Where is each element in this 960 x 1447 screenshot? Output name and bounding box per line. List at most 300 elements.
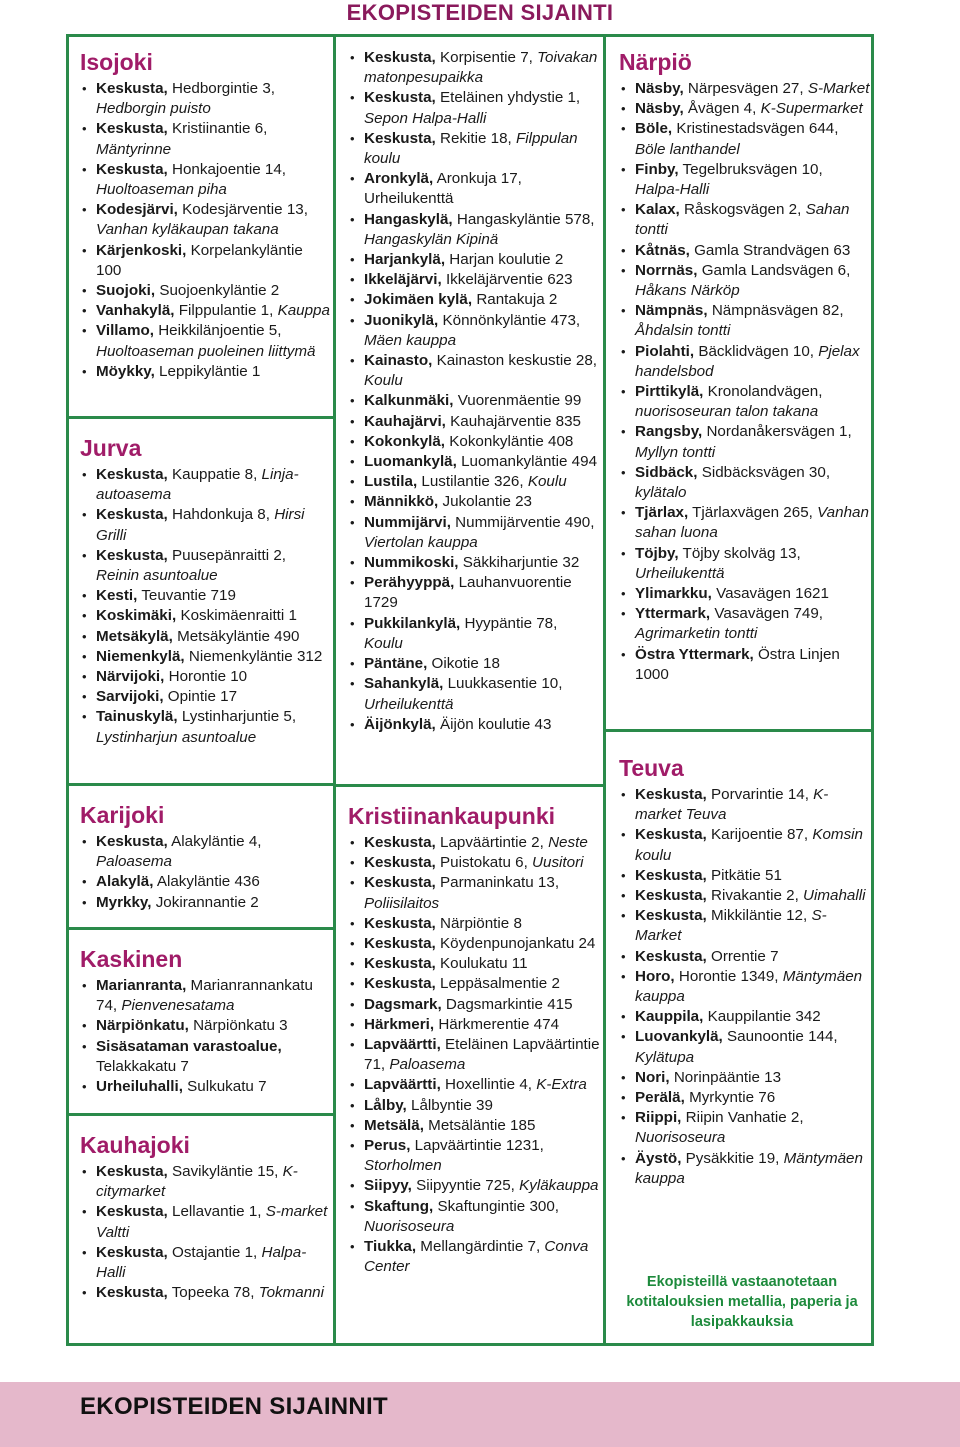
location-landmark: Urheilukenttä xyxy=(635,564,725,582)
location-item xyxy=(348,934,600,954)
location-landmark: Halpa-Halli xyxy=(96,1243,307,1282)
location-place: Kauppila, xyxy=(635,1008,704,1026)
location-place: Lapväärtti, xyxy=(364,1076,441,1094)
location-item xyxy=(619,584,871,604)
location-address: Kauppatie 8, xyxy=(172,466,258,483)
location-landmark: Vanhan sahan luona xyxy=(635,504,869,542)
location-address: Puusepänraitti 2, xyxy=(172,546,286,564)
location-landmark: Åhdalsin tontti xyxy=(635,322,731,340)
location-landmark: Kyläkauppa xyxy=(519,1177,599,1195)
location-place: Keskusta, xyxy=(635,866,707,884)
location-address: Kainaston keskustie 28, xyxy=(436,352,598,370)
location-item xyxy=(619,79,871,99)
location-item xyxy=(348,1096,600,1116)
section-heading: Kristiinankaupunki xyxy=(348,803,556,829)
location-place: Keskusta, xyxy=(96,833,168,850)
location-place: Luomankylä, xyxy=(364,453,457,471)
location-item xyxy=(619,1149,871,1189)
location-place: Härkmeri, xyxy=(364,1015,435,1033)
location-item xyxy=(619,463,871,503)
location-landmark: Agrimarketin tontti xyxy=(635,625,758,643)
location-landmark: Huoltoaseman piha xyxy=(96,181,227,199)
location-place: Nämpnäs, xyxy=(635,302,708,320)
location-address: Lauhanvuorentie 1729 xyxy=(364,574,572,612)
location-place: Keskusta, xyxy=(635,826,707,844)
location-address: Honkajoentie 14, xyxy=(172,160,286,178)
location-landmark: Viertolan kauppa xyxy=(364,533,478,551)
location-address: Gamla Strandvägen 63 xyxy=(694,241,851,259)
location-place: Nori, xyxy=(635,1068,670,1086)
location-landmark: Mäntymäen kauppa xyxy=(635,967,863,1006)
location-landmark: Håkans Närköp xyxy=(635,282,740,300)
location-address: Rivakantie 2, xyxy=(711,887,799,905)
location-address: Leppikyläntie 1 xyxy=(159,362,261,380)
location-landmark: Kauppa xyxy=(277,302,330,320)
location-address: Heikkilänjoentie 5, xyxy=(158,322,282,340)
location-address: Åvägen 4, xyxy=(687,100,757,118)
location-landmark: Filppulan koulu xyxy=(364,129,578,168)
location-item xyxy=(619,119,871,159)
section-heading: Jurva xyxy=(80,435,142,461)
location-address: Hyypäntie 78, xyxy=(464,614,558,632)
location-place: Keskusta, xyxy=(364,129,436,147)
location-place: Keskusta, xyxy=(364,874,436,892)
location-landmark: K-market Teuva xyxy=(635,786,829,824)
section-divider xyxy=(603,729,874,732)
location-address: Lellavantie 1, xyxy=(172,1203,262,1221)
location-address: Nummijärventie 490, xyxy=(455,513,595,531)
location-item xyxy=(80,79,332,119)
location-landmark: Sahan tontti xyxy=(635,201,850,239)
location-place: Metsälä, xyxy=(364,1116,424,1134)
location-address: Kodesjärventie 13, xyxy=(182,201,308,219)
location-place: Ikkeläjärvi, xyxy=(364,271,442,289)
location-address: Rekitie 18, xyxy=(440,129,512,147)
location-place: Keskusta, xyxy=(364,854,436,872)
section-jurva xyxy=(80,434,332,748)
section-narpio xyxy=(619,48,871,685)
location-place: Riippi, xyxy=(635,1109,682,1127)
location-place: Keskusta, xyxy=(96,1284,168,1302)
location-address: Karijoentie 87, xyxy=(711,826,809,844)
collection-note: Ekopisteillä vastaanotetaan kotitalouksien metallia, paperia ja lasipakkauksia xyxy=(626,1274,858,1330)
location-address: Tegelbruksvägen 10, xyxy=(682,160,823,178)
location-item xyxy=(348,1237,600,1277)
location-item xyxy=(348,351,600,391)
location-landmark: Hirsi Grilli xyxy=(96,506,305,544)
location-item xyxy=(348,1075,600,1095)
location-list xyxy=(80,79,332,382)
location-address: Närpesvägen 27, xyxy=(687,80,804,97)
location-address: Luukkasentie 10, xyxy=(447,675,563,693)
location-address: Östra Linjen 1000 xyxy=(635,645,840,683)
location-item xyxy=(348,129,600,169)
location-item xyxy=(348,715,600,735)
location-address: Leppäsalmentie 2 xyxy=(440,975,560,993)
location-item xyxy=(80,586,332,606)
location-address: Köydenpunojankatu 24 xyxy=(440,935,596,953)
location-landmark: Hedborgin puisto xyxy=(96,100,211,118)
location-item xyxy=(80,546,332,586)
location-address: Topeeka 78, xyxy=(171,1284,255,1302)
location-address: Porvarintie 14, xyxy=(711,786,809,803)
location-item xyxy=(619,301,871,341)
location-landmark: Nuorisoseura xyxy=(635,1129,726,1147)
location-address: Sidbäcksvägen 30, xyxy=(701,463,831,481)
location-place: Marianranta, xyxy=(96,977,187,994)
location-place: Pukkilankylä, xyxy=(364,614,461,632)
location-item xyxy=(348,88,600,128)
location-address: Mikkiläntie 12, xyxy=(711,907,808,925)
location-item xyxy=(80,321,332,361)
location-landmark: Koulu xyxy=(527,473,567,491)
location-place: Keskusta, xyxy=(364,935,436,953)
location-place: Keskusta, xyxy=(96,1163,168,1180)
location-item xyxy=(80,362,332,382)
location-place: Ylimarkku, xyxy=(635,585,712,603)
location-address: Filppulantie 1, xyxy=(178,302,274,320)
location-item xyxy=(619,160,871,200)
location-item xyxy=(619,99,871,119)
location-item xyxy=(348,412,600,432)
location-place: Urheiluhalli, xyxy=(96,1078,183,1096)
location-place: Skaftung, xyxy=(364,1197,434,1215)
location-address: Riipin Vanhatie 2, xyxy=(685,1109,804,1127)
location-item xyxy=(619,604,871,644)
location-place: Perus, xyxy=(364,1137,411,1155)
location-item xyxy=(348,250,600,270)
location-item xyxy=(619,422,871,462)
location-address: Kronolandvägen, xyxy=(707,383,823,401)
location-item xyxy=(348,169,600,209)
location-item xyxy=(619,544,871,584)
location-item xyxy=(348,914,600,934)
location-place: Jokimäen kylä, xyxy=(364,291,473,309)
location-place: Keskusta, xyxy=(635,786,707,803)
location-address: Pysäkkitie 19, xyxy=(685,1149,780,1167)
location-item xyxy=(619,886,871,906)
location-item xyxy=(348,472,600,492)
location-place: Myrkky, xyxy=(96,893,152,911)
location-place: Keskusta, xyxy=(364,49,436,66)
location-address: Pitkätie 51 xyxy=(711,866,782,884)
location-place: Horo, xyxy=(635,967,675,985)
location-item xyxy=(619,200,871,240)
section-divider xyxy=(66,783,336,786)
location-landmark: S-Market xyxy=(807,80,870,97)
location-address: Lapväärtintie 1231, xyxy=(414,1137,544,1155)
location-item xyxy=(80,1202,332,1242)
location-item xyxy=(80,1037,332,1077)
location-item xyxy=(619,645,871,685)
location-item xyxy=(348,833,600,853)
location-landmark: Storholmen xyxy=(364,1157,442,1175)
location-place: Närpiönkatu, xyxy=(96,1017,189,1035)
location-address: Telakkakatu 7 xyxy=(96,1057,189,1075)
location-address: Savikyläntie 15, xyxy=(172,1163,279,1180)
location-item xyxy=(80,606,332,626)
location-landmark: Poliisilaitos xyxy=(364,894,440,912)
location-address: Härkmerentie 474 xyxy=(438,1015,560,1033)
location-address: Lustilantie 326, xyxy=(421,473,524,491)
location-address: Koulukatu 11 xyxy=(440,955,528,973)
location-landmark: Komsin koulu xyxy=(635,826,863,864)
location-landmark: kylätalo xyxy=(635,484,687,502)
location-item xyxy=(619,866,871,886)
location-place: Päntäne, xyxy=(364,655,428,673)
location-landmark: Reinin asuntoalue xyxy=(96,567,218,585)
location-place: Keskusta, xyxy=(635,907,707,925)
location-item xyxy=(619,785,871,825)
location-address: Kauppilantie 342 xyxy=(707,1008,821,1026)
location-address: Parmaninkatu 13, xyxy=(440,874,560,892)
location-address: Alakyläntie 4, xyxy=(171,833,262,850)
section-isojoki xyxy=(80,48,332,382)
location-list xyxy=(348,833,600,1277)
location-item xyxy=(619,1108,871,1148)
location-address: Hoxellintie 4, xyxy=(445,1076,532,1094)
location-landmark: Sepon Halpa-Halli xyxy=(364,109,487,127)
location-item xyxy=(619,967,871,1007)
location-address: Hangaskyläntie 578, xyxy=(456,210,595,228)
location-item xyxy=(348,974,600,994)
location-list xyxy=(619,79,871,685)
section-heading: Närpiö xyxy=(619,49,692,75)
location-place: Aronkylä, xyxy=(364,170,434,188)
location-place: Yttermark, xyxy=(635,605,711,623)
location-address: Norinpääntie 13 xyxy=(673,1068,782,1086)
location-address: Könnönkyläntie 473, xyxy=(442,311,581,329)
location-landmark: Uimahalli xyxy=(803,887,866,905)
location-place: Norrnäs, xyxy=(635,261,698,279)
location-landmark: K-citymarket xyxy=(96,1163,298,1201)
location-address: Tjärlaxvägen 265, xyxy=(692,504,813,522)
location-place: Finby, xyxy=(635,160,679,178)
location-landmark: Conva Center xyxy=(364,1238,589,1276)
location-address: Vasavägen 1621 xyxy=(716,585,829,603)
location-address: Jokirannantie 2 xyxy=(155,893,259,911)
location-place: Kärjenkoski, xyxy=(96,241,187,259)
location-landmark: K-Supermarket xyxy=(760,100,863,118)
location-item xyxy=(619,1068,871,1088)
location-place: Rangsby, xyxy=(635,423,703,441)
location-place: Keskusta, xyxy=(96,160,168,178)
location-address: Rantakuja 2 xyxy=(476,291,558,309)
location-place: Tiukka, xyxy=(364,1238,417,1256)
section-divider xyxy=(66,927,336,930)
location-item xyxy=(619,1088,871,1108)
location-landmark: Myllyn tontti xyxy=(635,443,716,461)
location-place: Äijönkylä, xyxy=(364,715,436,733)
location-item xyxy=(348,873,600,913)
location-item xyxy=(348,270,600,290)
location-item xyxy=(619,342,871,382)
location-landmark: Halpa-Halli xyxy=(635,181,710,199)
section-heading: Karijoki xyxy=(80,802,165,828)
location-place: Möykky, xyxy=(96,362,155,380)
location-address: Korpelankyläntie 100 xyxy=(96,241,303,279)
section-karijoki xyxy=(80,801,332,913)
location-address: Gamla Landsvägen 6, xyxy=(701,261,851,279)
location-address: Niemenkyläntie 312 xyxy=(188,647,323,665)
location-item xyxy=(80,1243,332,1283)
location-item xyxy=(80,505,332,545)
location-address: Jukolantie 23 xyxy=(442,493,533,511)
location-address: Närpiönkatu 3 xyxy=(193,1017,288,1035)
location-address: Sulkukatu 7 xyxy=(187,1078,267,1096)
location-place: Lapväärtti, xyxy=(364,1036,441,1054)
location-place: Harjankylä, xyxy=(364,251,446,269)
location-item xyxy=(80,687,332,707)
location-place: Keskusta, xyxy=(364,975,436,993)
location-address: Kristinestadsvägen 644, xyxy=(676,120,839,138)
location-item xyxy=(80,707,332,747)
location-address: Råskogsvägen 2, xyxy=(683,201,802,219)
location-place: Töjby, xyxy=(635,544,679,562)
location-address: Horontie 10 xyxy=(168,668,248,686)
location-place: Niemenkylä, xyxy=(96,647,185,665)
section-divider xyxy=(333,784,606,787)
section-heading: Kaskinen xyxy=(80,946,183,972)
location-place: Tjärlax, xyxy=(635,504,689,522)
location-place: Lålby, xyxy=(364,1096,407,1114)
location-place: Keskusta, xyxy=(96,466,168,483)
location-item xyxy=(348,995,600,1015)
location-address: Orrentie 7 xyxy=(711,947,779,965)
section-kristiinankaupunki xyxy=(348,802,600,1277)
location-address: Ostajantie 1, xyxy=(172,1243,258,1261)
location-landmark: Tokmanni xyxy=(258,1284,325,1302)
section-divider xyxy=(66,1113,336,1116)
location-place: Östra Yttermark, xyxy=(635,645,754,663)
section-teuva xyxy=(619,754,871,1189)
location-place: Kainasto, xyxy=(364,352,433,370)
location-place: Keskusta, xyxy=(96,1203,168,1221)
location-landmark: Uusitori xyxy=(532,854,584,872)
location-place: Näsby, xyxy=(635,80,684,97)
location-place: Vanhakylä, xyxy=(96,302,175,320)
location-item xyxy=(619,261,871,301)
location-item xyxy=(348,1015,600,1035)
section-kauhajoki xyxy=(80,1131,332,1303)
location-item xyxy=(619,503,871,543)
location-place: Männikkö, xyxy=(364,493,439,511)
location-place: Nummikoski, xyxy=(364,554,459,572)
location-item xyxy=(80,119,332,159)
location-item xyxy=(348,954,600,974)
location-address: Myrkyntie 76 xyxy=(689,1089,776,1107)
location-address: Dagsmarkintie 415 xyxy=(445,995,573,1013)
location-item xyxy=(80,160,332,200)
location-place: Piolahti, xyxy=(635,342,695,360)
location-landmark: Mäntyrinne xyxy=(96,140,172,158)
location-address: Horontie 1349, xyxy=(678,967,779,985)
location-item xyxy=(619,947,871,967)
location-address: Äijön koulutie 43 xyxy=(439,715,552,733)
location-landmark: Linja-autoasema xyxy=(96,466,299,504)
location-place: Närvijoki, xyxy=(96,668,165,686)
location-place: Sisäsataman varastoalue, xyxy=(96,1037,282,1055)
location-place: Villamo, xyxy=(96,322,154,340)
location-landmark: Huoltoaseman puoleinen liittymä xyxy=(96,342,316,360)
location-item xyxy=(80,200,332,240)
location-item xyxy=(619,382,871,422)
location-landmark: Mäen kauppa xyxy=(364,331,457,349)
location-address: Hedborgintie 3, xyxy=(172,80,276,97)
location-place: Tainuskylä, xyxy=(96,708,178,726)
location-place: Keskusta, xyxy=(96,1243,168,1261)
location-place: Kalax, xyxy=(635,201,680,219)
location-item xyxy=(80,281,332,301)
location-landmark: S-market Valtti xyxy=(96,1203,328,1241)
location-address: Harjan koulutie 2 xyxy=(449,251,564,269)
location-list xyxy=(80,465,332,748)
location-item xyxy=(80,301,332,321)
location-address: Opintie 17 xyxy=(167,688,238,706)
location-item xyxy=(348,48,600,88)
location-address: Aronkuja 17, Urheilukenttä xyxy=(364,170,522,208)
location-item xyxy=(80,872,332,892)
location-place: Keskusta, xyxy=(364,914,436,932)
location-address: Kristiinantie 6, xyxy=(172,120,268,138)
location-place: Dagsmark, xyxy=(364,995,442,1013)
page-title: EKOPISTEIDEN SIJAINTI xyxy=(346,0,614,25)
location-address: Vuorenmäentie 99 xyxy=(457,392,582,410)
location-landmark: Paloasema xyxy=(389,1056,466,1074)
location-place: Perähyyppä, xyxy=(364,574,455,592)
location-landmark: Paloasema xyxy=(96,853,172,871)
location-place: Keskusta, xyxy=(635,947,707,965)
location-landmark: Böle lanthandel xyxy=(635,140,740,158)
location-address: Suojoenkyläntie 2 xyxy=(159,282,280,300)
location-place: Keskusta, xyxy=(635,887,707,905)
location-item xyxy=(348,553,600,573)
location-item xyxy=(348,311,600,351)
location-address: Marianrannankatu 74, xyxy=(96,977,313,1015)
location-address: Oikotie 18 xyxy=(431,655,500,673)
location-item xyxy=(80,465,332,505)
location-item xyxy=(348,1116,600,1136)
location-item xyxy=(348,674,600,714)
location-place: Kalkunmäki, xyxy=(364,392,454,410)
location-address: Vasavägen 749, xyxy=(714,605,824,623)
location-address: Nämpnäsvägen 82, xyxy=(711,302,844,320)
location-item xyxy=(348,1136,600,1176)
location-landmark: Hangaskylän Kipinä xyxy=(364,230,499,248)
location-place: Keskusta, xyxy=(96,80,168,97)
location-place: Keskusta, xyxy=(96,120,168,138)
location-landmark: Neste xyxy=(548,834,588,851)
section-kauhajoki-continued xyxy=(348,48,600,735)
location-place: Kåtnäs, xyxy=(635,241,690,259)
location-item xyxy=(348,210,600,250)
location-item xyxy=(348,1035,600,1075)
location-landmark: Koulu xyxy=(364,372,403,390)
location-item xyxy=(80,667,332,687)
location-address: Siipyyntie 725, xyxy=(416,1177,515,1195)
location-place: Koskimäki, xyxy=(96,607,177,625)
location-item xyxy=(80,976,332,1016)
column-divider xyxy=(333,34,336,1346)
location-address: Kokonkyläntie 408 xyxy=(449,432,574,450)
section-divider xyxy=(66,416,336,419)
section-kaskinen xyxy=(80,945,332,1097)
location-landmark: Vanhan kyläkaupan takana xyxy=(96,221,279,239)
location-item xyxy=(619,241,871,261)
column-divider xyxy=(603,34,606,1346)
location-item xyxy=(348,432,600,452)
location-list xyxy=(80,1162,332,1303)
